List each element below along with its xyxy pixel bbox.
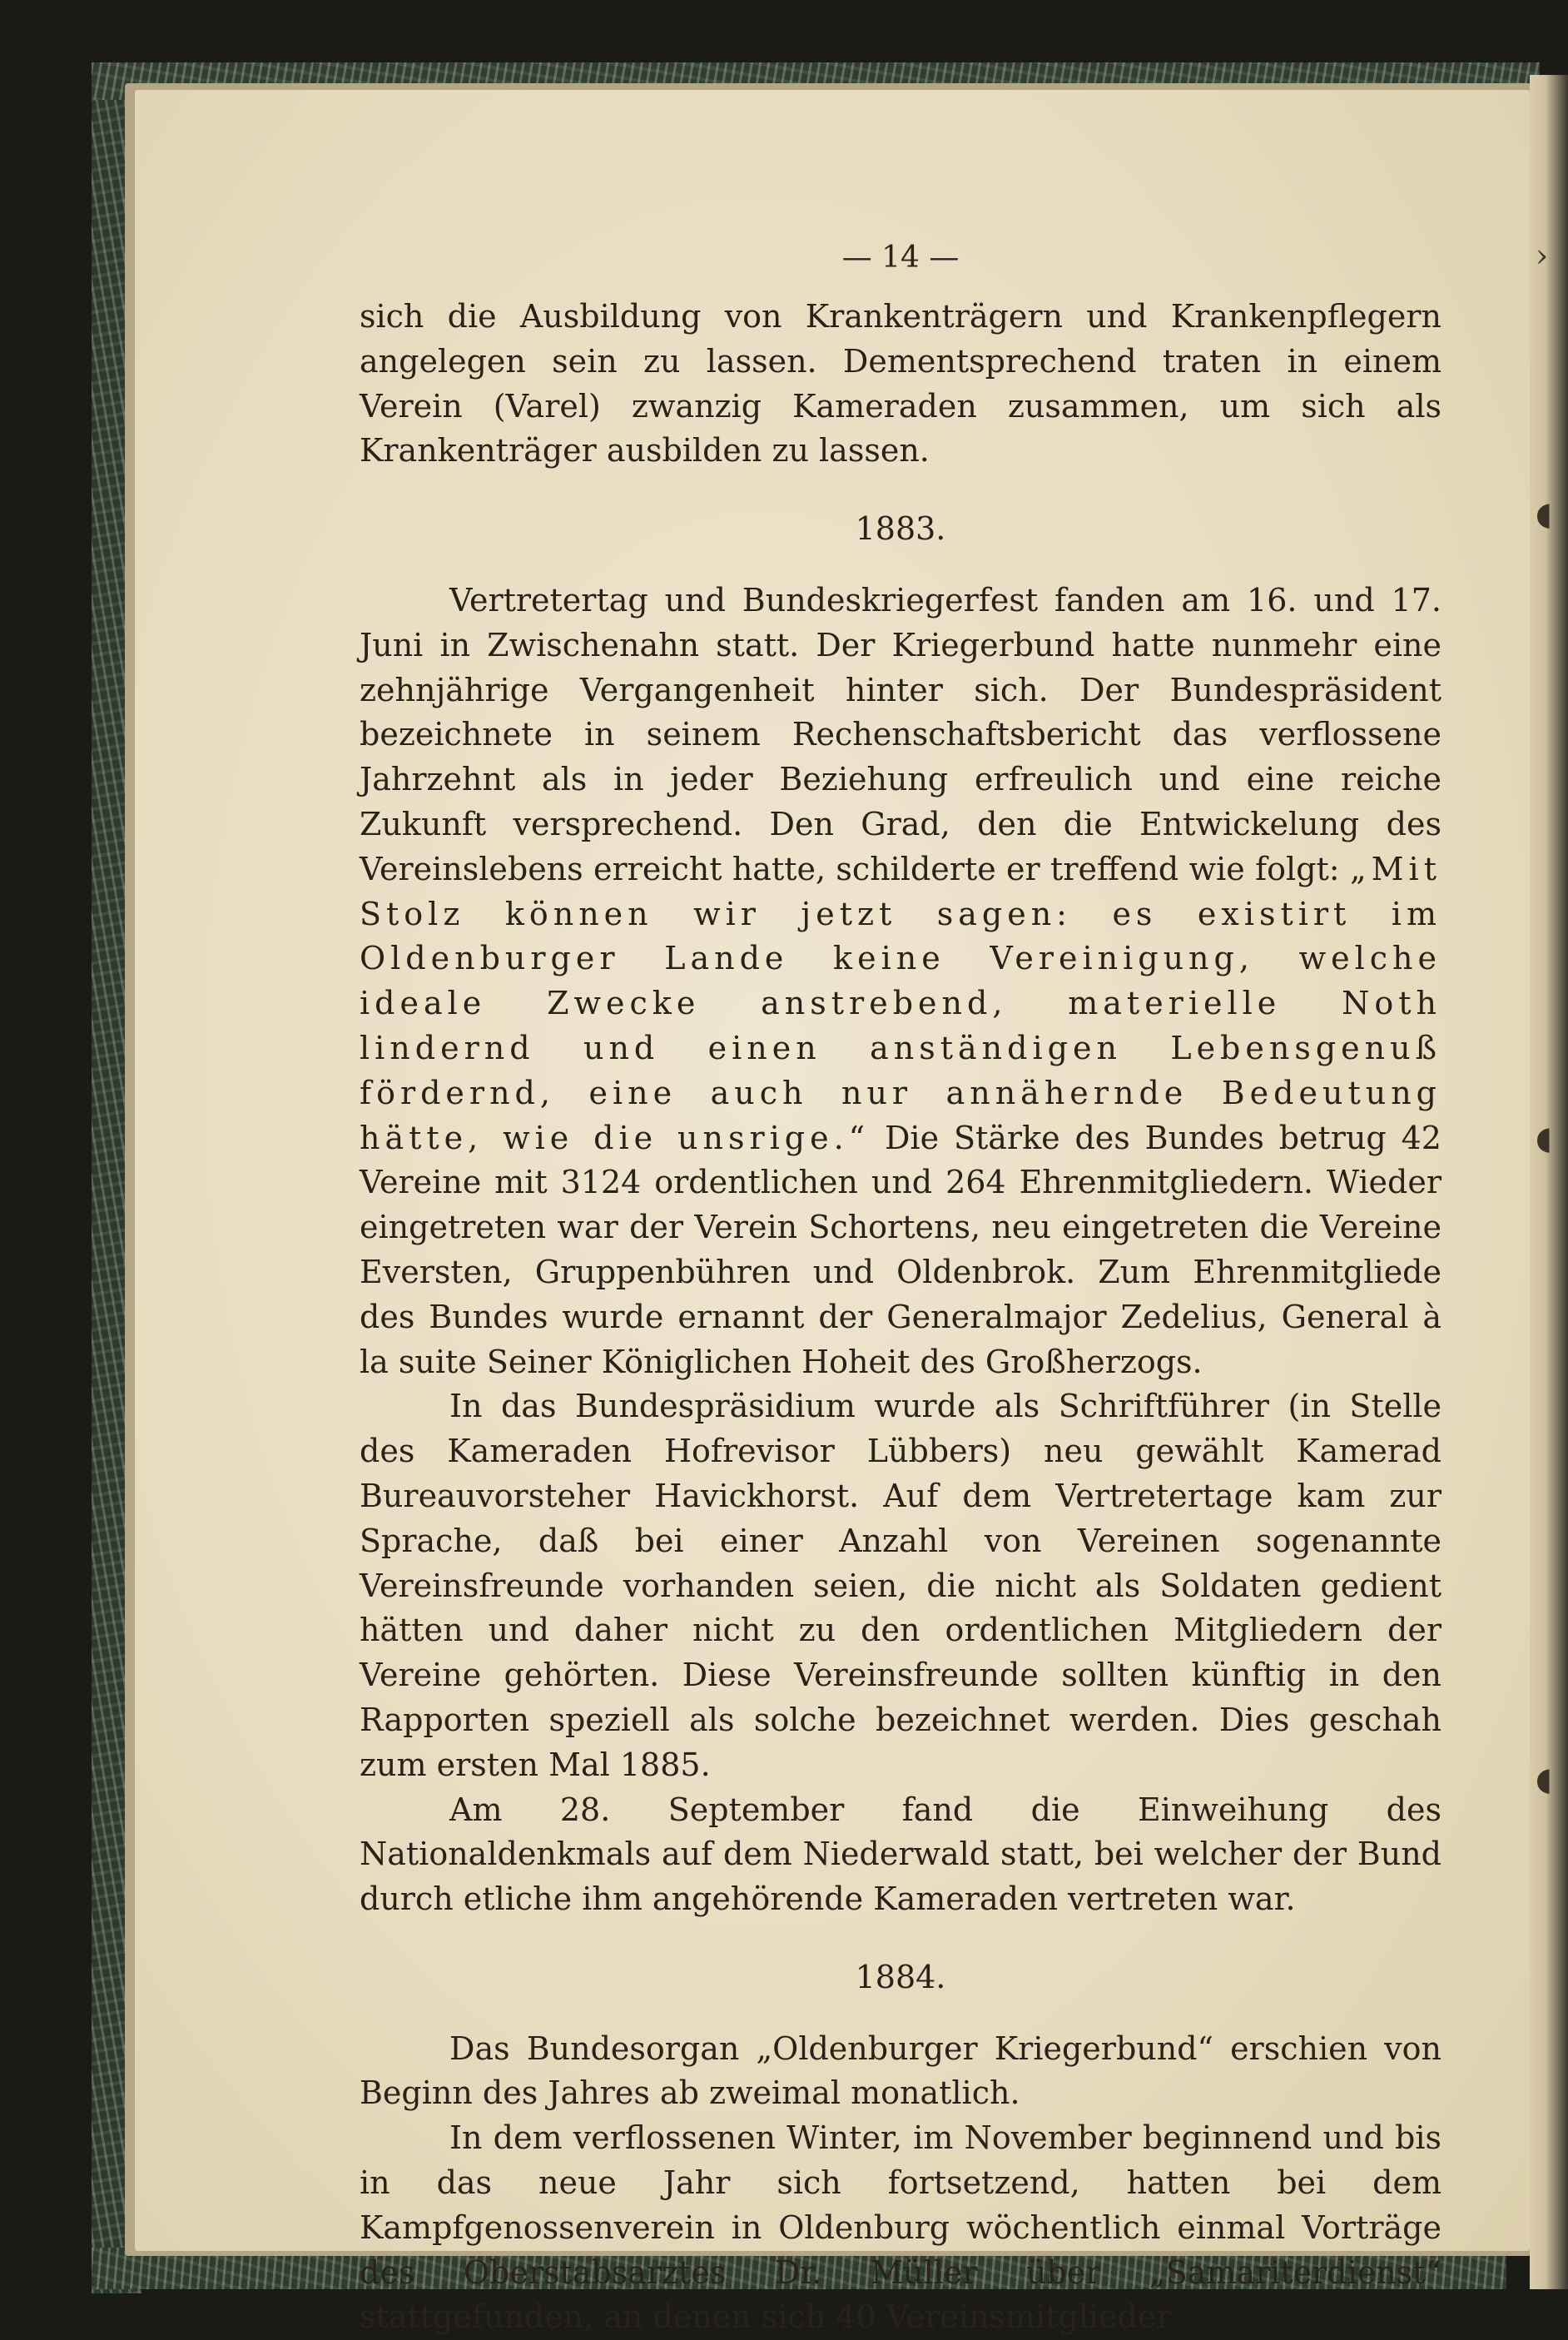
paragraph: In dem verflossenen Winter, im November beginnend und bis in das neue Jahr sich fortsetzend, hatten bei dem Kampfgenossenverein in Oldenburg wöchentlich einmal Vorträge des Oberstabsarztes Dr. Müller über „Samariterdienst“ stattgefunden, an denen sich 40 Vereinsmitglieder (360, 2119, 1441, 2336)
year-heading: 1883. (855, 510, 946, 548)
edge-mark-icon: ◖ (1536, 495, 1553, 532)
year-heading: 1884. (855, 1958, 946, 1995)
edge-mark-icon: › (1536, 237, 1549, 274)
quotation: „Mit Stolz können wir jetzt sagen: es existirt im Oldenburger Lande keine Vereinigung, welche ideale Zwecke anstrebend, materielle Noth lindernd und einen anständigen Lebensgenuß fördernd, eine auch nur annähernde Bedeutung hätte, wie die unsrige.“ (360, 850, 1441, 1156)
paragraph: sich die Ausbildung von Krankenträgern und Krankenpflegern angelegen sein zu lassen. Dementsprechend traten in einem Verein (Varel) zwanzig Kameraden zusammen, um sich als Krankenträger ausbilden zu lassen. (360, 298, 1441, 469)
paragraph: Das Bundesorgan „Oldenburger Kriegerbund“ erschien von Beginn des Jahres ab zweimal monatlich. (360, 2029, 1441, 2112)
paragraph: Am 28. September fand die Einweihung des Nationaldenkmals auf dem Niederwald statt, bei welcher der Bund durch etliche ihm angehörende Kameraden vertreten war. (360, 1791, 1441, 1918)
page-right-edge (1530, 75, 1568, 2289)
edge-mark-icon: ◖ (1536, 1120, 1553, 1156)
paragraph-text: Die Stärke des Bundes betrug 42 Vereine mit 3124 ordentlichen und 264 Ehrenmitgliedern. Wieder eingetreten war der Verein Schortens, neu eingetreten die Vereine Eversten, Gruppenbühren und Oldenbrok. Zum Ehrenmitgliede des Bundes wurde ernannt der Generalmajor Zedelius, General à la suite Seiner Königlichen Hoheit des Großherzogs. (360, 1119, 1441, 1380)
paragraph-text: Vertretertag und Bundeskriegerfest fanden am 16. und 17. Juni in Zwischenahn statt. Der Kriegerbund hatte nunmehr eine zehnjährige Vergangenheit hinter sich. Der Bundespräsident bezeichnete in seinem Rechenschaftsbericht das verflossene Jahrzehnt als in jeder Beziehung erfreulich und eine reiche Zukunft versprechend. Den Grad, den die Entwickelung des Vereinslebens erreicht hatte, schilderte er treffend wie folgt: (360, 581, 1441, 887)
page-number: — 14 — (841, 241, 960, 275)
page-content (360, 233, 1441, 2340)
paragraph (360, 579, 1441, 1384)
edge-mark-icon: ◖ (1536, 1761, 1553, 1797)
paragraph: In das Bundespräsidium wurde als Schriftführer (in Stelle des Kameraden Hofrevisor Lübbers) neu gewählt Kamerad Bureauvorsteher Havickhorst. Auf dem Vertretertage kam zur Sprache, daß bei einer Anzahl von Vereinen sogenannte Vereinsfreunde vorhanden seien, die nicht als Soldaten gedient hätten und daher nicht zu den ordentlichen Mitgliedern der Vereine gehörten. Diese Vereinsfreunde sollten künftig in den Rapporten speziell als solche bezeichnet werden. Dies geschah zum ersten Mal 1885. (360, 1388, 1441, 1783)
